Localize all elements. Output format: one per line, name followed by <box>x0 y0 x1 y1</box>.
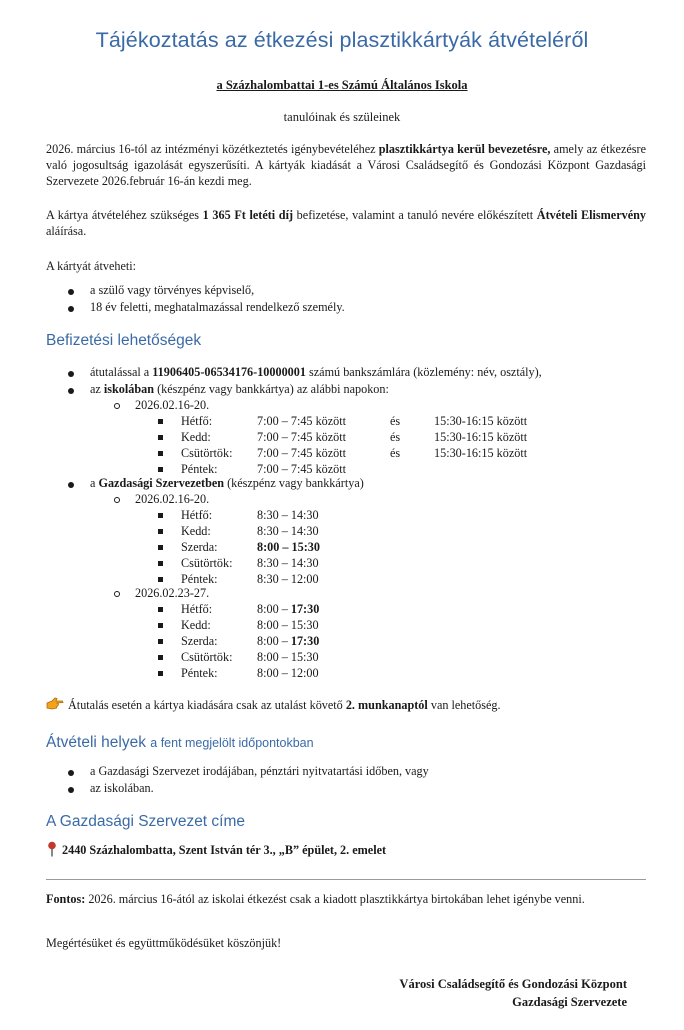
time-start: 8:00 – 15:30 <box>257 618 319 632</box>
fee-text-end: aláírása. <box>46 224 87 239</box>
bank-account-number: 11906405-06534176-10000001 <box>152 365 306 379</box>
day-label: Szerda: <box>181 540 218 554</box>
square-bullet-icon <box>158 545 163 550</box>
day-label: Kedd: <box>181 430 211 444</box>
who-item: a szülő vagy törvényes képviselő, <box>90 283 255 297</box>
time-afternoon: 15:30-16:15 között <box>434 414 528 428</box>
page-title: Tájékoztatás az étkezési plasztikkártyák átvételéről <box>95 28 589 52</box>
time-morning: 7:00 – 7:45 között <box>257 446 347 460</box>
day-label: Szerda: <box>181 634 218 648</box>
bullet-icon <box>68 306 74 312</box>
fee-text-mid: befizetése, valamint a tanuló nevére előkészített <box>293 208 537 222</box>
and-word: és <box>390 414 401 428</box>
transfer-text-end: számú bankszámlára (közlemény: név, osztály), <box>305 365 542 379</box>
square-bullet-icon <box>158 623 163 628</box>
time-range: 8:30 – 14:30 <box>257 524 319 538</box>
who-intro: A kártyát átveheti: <box>46 259 137 273</box>
time-morning: 7:00 – 7:45 között <box>257 462 347 476</box>
bullet-icon <box>68 787 74 793</box>
square-bullet-icon <box>158 435 163 440</box>
square-bullet-icon <box>158 529 163 534</box>
square-bullet-icon <box>158 561 163 566</box>
transfer-text: átutalással a <box>90 365 153 379</box>
important-paragraph <box>46 891 646 907</box>
bullet-icon <box>68 289 74 295</box>
transfer-note <box>68 697 501 713</box>
time-range: 8:30 – 12:00 <box>257 572 319 586</box>
school-pay-bold: iskolában <box>103 382 155 396</box>
pickup-item: a Gazdasági Szervezet irodájában, pénztári nyitvatartási időben, vagy <box>90 764 429 778</box>
school-payment-item <box>90 381 389 397</box>
square-bullet-icon <box>158 655 163 660</box>
day-label: Péntek: <box>181 572 218 586</box>
address-text: 2440 Százhalombatta, Szent István tér 3., „B” épület, 2. emelet <box>62 843 387 857</box>
time-start: 8:00 – 15:30 <box>257 650 319 664</box>
time-start: 8:00 – 12:00 <box>257 666 319 680</box>
signature-line-1: Városi Családsegítő és Gondozási Központ <box>399 977 627 991</box>
audience-line: tanulóinak és szüleinek <box>283 110 401 124</box>
day-label: Péntek: <box>181 666 218 680</box>
and-word: és <box>390 446 401 460</box>
bullet-icon <box>68 388 74 394</box>
thanks-line: Megértésüket és együttműködésüket köszönjük! <box>46 936 282 950</box>
receipt-name: Átvételi Elismervény <box>536 208 646 222</box>
pickup-heading <box>46 733 314 754</box>
time-range: 8:30 – 14:30 <box>257 556 319 570</box>
time-range <box>257 601 319 617</box>
important-label: Fontos: <box>46 892 86 906</box>
note-text: Átutalás esetén a kártya kiadására csak az utalást követő <box>68 698 346 712</box>
school-name: a Százhalombattai 1-es Számú Általános Iskola <box>216 78 468 92</box>
intro-paragraph <box>46 141 646 190</box>
day-label: Csütörtök: <box>181 556 233 570</box>
map-pin-icon <box>46 841 58 857</box>
time-range <box>257 617 319 633</box>
time-range-bold: 8:00 – 15:30 <box>257 540 320 554</box>
school-pay-text-end: (készpénz vagy bankkártya) az alábbi napokon: <box>154 382 389 396</box>
signature-line-2: Gazdasági Szervezete <box>512 995 627 1009</box>
pickup-heading-text: Átvételi helyek <box>46 734 146 751</box>
office-period-2: 2026.02.23-27. <box>135 586 210 600</box>
office-text: a <box>90 476 99 490</box>
sub-bullet-icon <box>114 403 120 409</box>
day-label: Hétfő: <box>181 414 213 428</box>
square-bullet-icon <box>158 639 163 644</box>
note-text-end: van lehetőség. <box>427 698 501 712</box>
intro-text-rest: amely az étkezésre való jogosultság igazolását egyszerűsíti. A kártyák kiadását a Városi Családsegítő és Gondozási Központ Gazdasági Szervezete 2026.február 16-án kezdi meg. <box>46 142 646 189</box>
square-bullet-icon <box>158 419 163 424</box>
time-afternoon: 15:30-16:15 között <box>434 430 528 444</box>
day-label: Péntek: <box>181 462 218 476</box>
important-text: 2026. március 16-ától az iskolai étkezést csak a kiadott plasztikkártya birtokában lehet igénybe venni. <box>85 892 585 906</box>
office-text-end: (készpénz vagy bankkártya) <box>224 476 364 490</box>
square-bullet-icon <box>158 577 163 582</box>
transfer-item <box>90 364 542 380</box>
bullet-icon <box>68 770 74 776</box>
time-morning: 7:00 – 7:45 között <box>257 430 347 444</box>
day-label: Csütörtök: <box>181 446 233 460</box>
fee-text: A kártya átvételéhez szükséges <box>46 208 203 222</box>
fee-amount: 1 365 Ft letéti díj <box>202 208 294 222</box>
fee-paragraph <box>46 207 646 239</box>
square-bullet-icon <box>158 451 163 456</box>
note-bold: 2. munkanaptól <box>345 698 428 712</box>
intro-text: 2026. március 16-tól az intézményi közétkeztetés igénybevételéhez <box>46 142 379 156</box>
time-morning: 7:00 – 7:45 között <box>257 414 347 428</box>
address-heading: A Gazdasági Szervezet címe <box>46 813 246 830</box>
time-end-bold: 17:30 <box>290 602 320 616</box>
pickup-heading-sub: a fent megjelölt időpontokban <box>150 736 314 750</box>
day-label: Kedd: <box>181 524 211 538</box>
square-bullet-icon <box>158 467 163 472</box>
payment-heading: Befizetési lehetőségek <box>46 332 202 349</box>
office-payment-item <box>90 475 364 491</box>
school-pay-text: az <box>90 382 104 396</box>
time-range <box>257 665 319 681</box>
time-range: 8:30 – 14:30 <box>257 508 319 522</box>
square-bullet-icon <box>158 607 163 612</box>
school-period: 2026.02.16-20. <box>135 398 210 412</box>
who-item: 18 év feletti, meghatalmazással rendelkező személy. <box>90 300 345 314</box>
intro-bold: plasztikkártya kerül bevezetésre, <box>378 142 551 156</box>
time-end-bold: 17:30 <box>290 634 320 648</box>
day-label: Hétfő: <box>181 602 213 616</box>
day-label: Kedd: <box>181 618 211 632</box>
time-afternoon: 15:30-16:15 között <box>434 446 528 460</box>
sub-bullet-icon <box>114 497 120 503</box>
office-bold: Gazdasági Szervezetben <box>98 476 225 490</box>
pickup-item: az iskolában. <box>90 781 154 795</box>
day-label: Hétfő: <box>181 508 213 522</box>
time-start: 8:00 – <box>257 602 291 616</box>
sub-bullet-icon <box>114 591 120 597</box>
day-label: Csütörtök: <box>181 650 233 664</box>
time-range <box>257 649 319 665</box>
pointing-hand-icon <box>46 697 64 711</box>
square-bullet-icon <box>158 513 163 518</box>
time-start: 8:00 – <box>257 634 291 648</box>
bullet-icon <box>68 482 74 488</box>
divider-line <box>46 879 646 880</box>
and-word: és <box>390 430 401 444</box>
bullet-icon <box>68 371 74 377</box>
square-bullet-icon <box>158 671 163 676</box>
office-period-1: 2026.02.16-20. <box>135 492 210 506</box>
time-range <box>257 633 319 649</box>
